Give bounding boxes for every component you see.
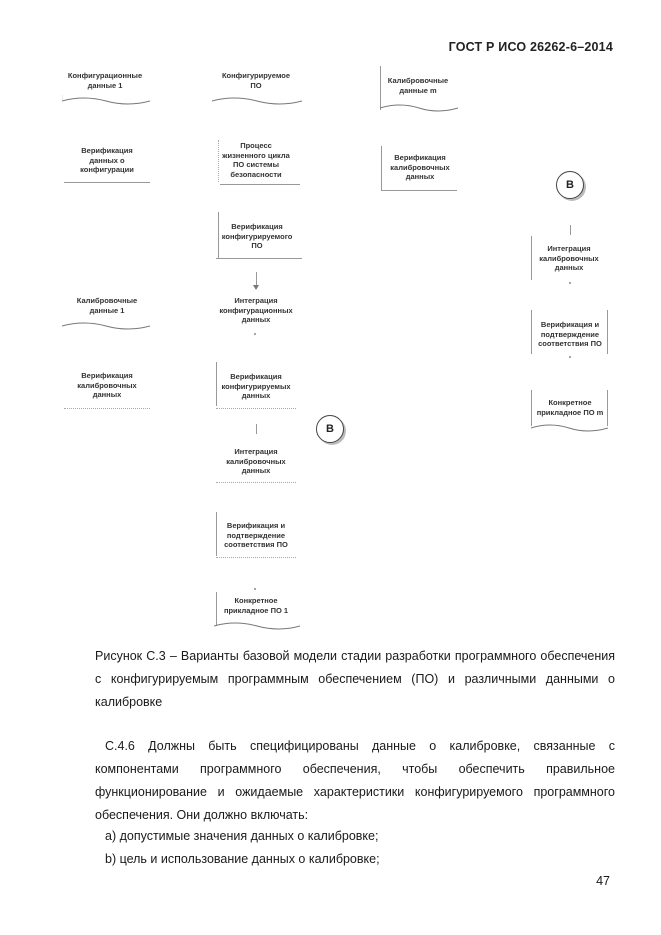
connector-b-circle-right: B (556, 171, 584, 199)
paragraph-c46: С.4.6 Должны быть специфицированы данные о калибровке, связанные с компонентами программного обеспечения, чтобы обеспечить правильное функционирование и ожидаемые характеристики конфигурируемого программного обеспечения. Они должно включать: (95, 739, 615, 822)
document-code: ГОСТ Р ИСО 26262-6–2014 (448, 40, 613, 54)
box-bottom-line (381, 190, 457, 191)
calibration-data-1-box: Калибровочные данные 1 (76, 296, 138, 315)
page-number: 47 (596, 874, 610, 888)
lifecycle-process-box: Процесс жизненного цикла ПО системы безопасности (222, 141, 290, 179)
calibration-data-m-integration-box: Интеграция калибровочных данных (539, 244, 599, 272)
calibration-data-m-verification-box: Верификация калибровочных данных (390, 153, 450, 181)
calibration-data-integration-box: Интеграция калибровочных данных (226, 447, 286, 475)
connector-line (570, 225, 571, 235)
document-wave-shape (212, 95, 302, 109)
config-data-integration-box: Интеграция конфигурационных данных (219, 296, 293, 324)
box-bottom-line (64, 182, 150, 183)
box-bottom-line (64, 408, 150, 409)
connector-dot (254, 333, 256, 335)
document-wave-shape (214, 618, 300, 632)
box-bottom-line (216, 258, 302, 259)
box-bottom-line (216, 408, 296, 409)
connector-dot (569, 282, 571, 284)
application-software-1-box: Конкретное прикладное ПО 1 (223, 596, 289, 615)
document-wave-shape (62, 318, 150, 332)
calibration-data-m-box: Калибровочные данные m (387, 76, 449, 95)
configurable-data-verification-box: Верификация конфигурируемых данных (221, 372, 291, 400)
connector-b-circle-left: B (316, 415, 344, 443)
calibration-data-verification-box: Верификация калибровочных данных (77, 371, 137, 399)
config-data-1-box: Конфигурационные данные 1 (67, 71, 143, 90)
document-wave-shape (531, 420, 608, 434)
application-software-m-box: Конкретное прикладное ПО m (536, 398, 604, 417)
connector-dot (569, 356, 571, 358)
box-bottom-line (216, 557, 296, 558)
config-data-verification-box: Верификация данных о конфигурации (80, 146, 134, 174)
software-verification-m-box: Верификация и подтверждение соответствия ПО (538, 320, 602, 348)
document-wave-shape (380, 100, 458, 114)
list-item: b) цель и использование данных о калибровке; (105, 852, 380, 866)
list-item: а) допустимые значения данных о калибровке; (105, 829, 379, 843)
configurable-software-verification-box: Верификация конфигурируемого ПО (221, 222, 293, 250)
connector-dot (254, 588, 256, 590)
down-arrow-icon (253, 285, 259, 290)
connector-line (256, 424, 257, 434)
box-bottom-line (216, 482, 296, 483)
connector-line (256, 272, 257, 286)
box-bottom-line (220, 184, 300, 185)
software-verification-box: Верификация и подтверждение соответствия ПО (224, 521, 288, 549)
figure-caption: Рисунок С.3 – Варианты базовой модели стадии разработки программного обеспечения с конфигурируемым программным обеспечением (ПО) и различными данными о калибровке (95, 649, 615, 709)
configurable-software-box: Конфигурируемое ПО (221, 71, 291, 90)
box-side-line (218, 140, 219, 182)
document-wave-shape (62, 95, 150, 109)
